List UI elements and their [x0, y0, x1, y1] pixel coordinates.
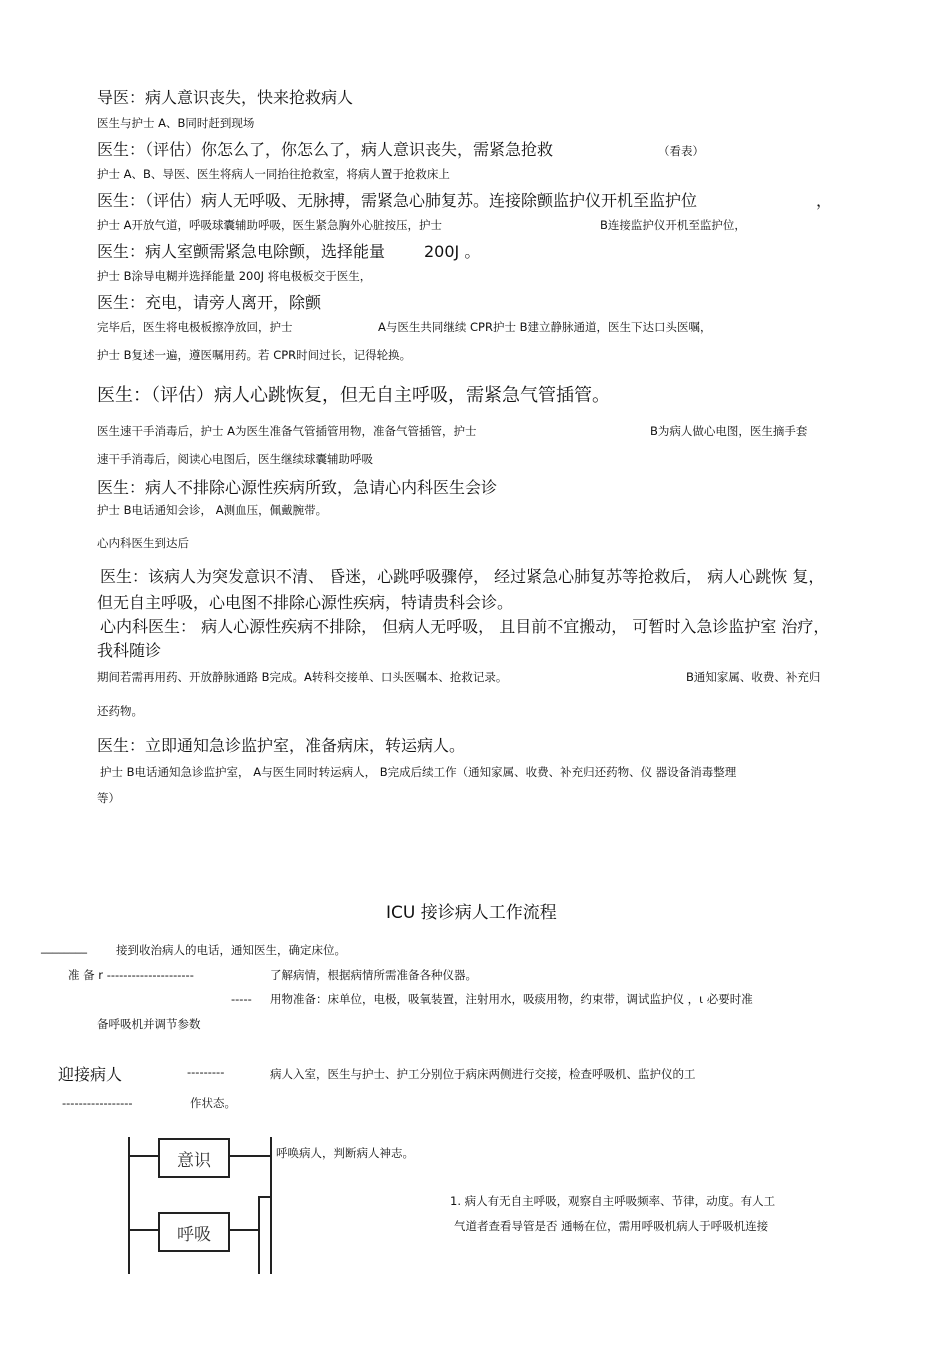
flow-text: 了解病情，根据病情所需准备各种仪器。 — [270, 968, 477, 982]
text-line: 医生：立即通知急诊监护室，准备病床，转运病人。 — [97, 736, 466, 755]
flow-connector — [228, 1155, 272, 1157]
flow-box-breathing: 呼吸 — [158, 1212, 230, 1252]
flow-text: 接到收治病人的电话，通知医生，确定床位。 — [116, 943, 346, 957]
flow-label: 准 备 r --------------------- — [68, 968, 194, 982]
flow-text: 作状态。 — [190, 1096, 236, 1110]
flow-connector — [228, 1229, 258, 1231]
text-line: 期间若需再用药、开放静脉通路 B完成。A转科交接单、口头医嘱本、抢救记录。 — [97, 670, 508, 684]
text-line: 200J 。 — [424, 242, 481, 261]
text-line: 护士 B涂导电糊并选择能量 200J 将电极板交于医生， — [97, 269, 372, 283]
flow-connector — [128, 1155, 158, 1157]
text-line: ， — [816, 191, 833, 210]
flow-connector — [270, 1137, 272, 1274]
text-line: 等） — [97, 791, 120, 805]
text-line: 医生速干手消毒后，护士 A为医生准备气管插管用物，准备气管插管，护士 — [97, 424, 477, 438]
flow-text: 病人入室，医生与护士、护工分别位于病床两侧进行交接，检查呼吸机、监护仪的工 — [270, 1067, 696, 1081]
text-line: 护士 A、B、导医、医生将病人一同抬往抢救室，将病人置于抢救床上 — [97, 167, 450, 181]
text-line: 医生与护士 A、B同时赶到现场 — [97, 116, 255, 130]
flow-connector — [128, 1229, 158, 1231]
text-line: 护士 B复述一遍，遵医嘱用药。若 CPR时间过长，记得轮换。 — [97, 348, 412, 362]
flow-connector — [128, 1137, 130, 1274]
flow-note: 气道者查看导管是否 通畅在位，需用呼吸机病人于呼吸机连接 — [454, 1219, 769, 1233]
text-line: 医生：该病人为突发意识不清、 昏迷，心跳呼吸骤停， 经过紧急心肺复苏等抢救后， 病人心跳恢 复， — [100, 567, 825, 586]
text-line: 心内科医生： 病人心源性疾病不排除， 但病人无呼吸， 且目前不宜搬动， 可暂时入急诊监护室 治疗， — [100, 617, 830, 636]
flow-dash: ----- — [231, 992, 252, 1006]
flow-connector — [258, 1196, 260, 1274]
text-line: 医生：充电，请旁人离开，除颤 — [97, 293, 322, 312]
flow-dash: ----------------- — [62, 1096, 133, 1110]
text-line: A与医生共同继续 CPR护士 B建立静脉通道，医生下达口头医嘱， — [378, 320, 712, 334]
flow-text: 备呼吸机并调节参数 — [97, 1017, 201, 1031]
text-line: 护士 A开放气道，呼吸球囊辅助呼吸，医生紧急胸外心脏按压，护士 — [97, 218, 443, 232]
text-line: 导医：病人意识丧失，快来抢救病人 — [97, 88, 354, 107]
flow-dash: ________ — [41, 940, 87, 954]
text-line: 速干手消毒后，阅读心电图后，医生继续球囊辅助呼吸 — [97, 452, 373, 466]
text-line: 还药物。 — [97, 704, 143, 718]
text-line: 护士 B电话通知急诊监护室， A与医生同时转运病人， B完成后续工作（通知家属、收费、补充归还药物、仪 器设备消毒整理 — [100, 765, 737, 779]
flow-box-consciousness: 意识 — [158, 1138, 230, 1178]
flow-note: 呼唤病人，判断病人神志。 — [276, 1146, 414, 1160]
text-line: B连接监护仪开机至监护位， — [600, 218, 746, 232]
text-line: B为病人做心电图，医生摘手套 — [650, 424, 808, 438]
text-line: B通知家属、收费、补充归 — [686, 670, 821, 684]
text-line: 我科随诊 — [97, 641, 162, 660]
text-line: （看表） — [658, 144, 704, 158]
text-line: 医生：病人不排除心源性疾病所致，急请心内科医生会诊 — [97, 478, 498, 497]
text-line: 但无自主呼吸，心电图不排除心源性疾病，特请贵科会诊。 — [97, 593, 514, 612]
flow-note: 1. 病人有无自主呼吸，观察自主呼吸频率、节律，动度。有人工 — [450, 1194, 776, 1208]
text-line: 医生：（评估）病人心跳恢复，但无自主呼吸，需紧急气管插管。 — [97, 385, 610, 406]
text-line: 心内科医生到达后 — [97, 536, 189, 550]
text-line: 医生：病人室颤需紧急电除颤，选择能量 — [97, 242, 386, 261]
flow-dash: --------- — [187, 1065, 225, 1079]
text-line: 医生：（评估）你怎么了，你怎么了，病人意识丧失，需紧急抢救 — [97, 140, 554, 159]
text-line: 医生：（评估）病人无呼吸、无脉搏，需紧急心肺复苏。连接除颤监护仪开机至监护位 — [97, 191, 698, 210]
page-title: ICU 接诊病人工作流程 — [386, 903, 557, 923]
text-line: 护士 B电话通知会诊， A测血压，佩戴腕带。 — [97, 503, 328, 517]
text-line: 完毕后，医生将电极板擦净放回，护士 — [97, 320, 293, 334]
flow-label: 迎接病人 — [58, 1065, 123, 1084]
flow-text: 用物准备：床单位，电极，吸氧装置，注射用水，吸痰用物，约束带，调试监护仪 ，ι 必要时准 — [270, 992, 753, 1006]
